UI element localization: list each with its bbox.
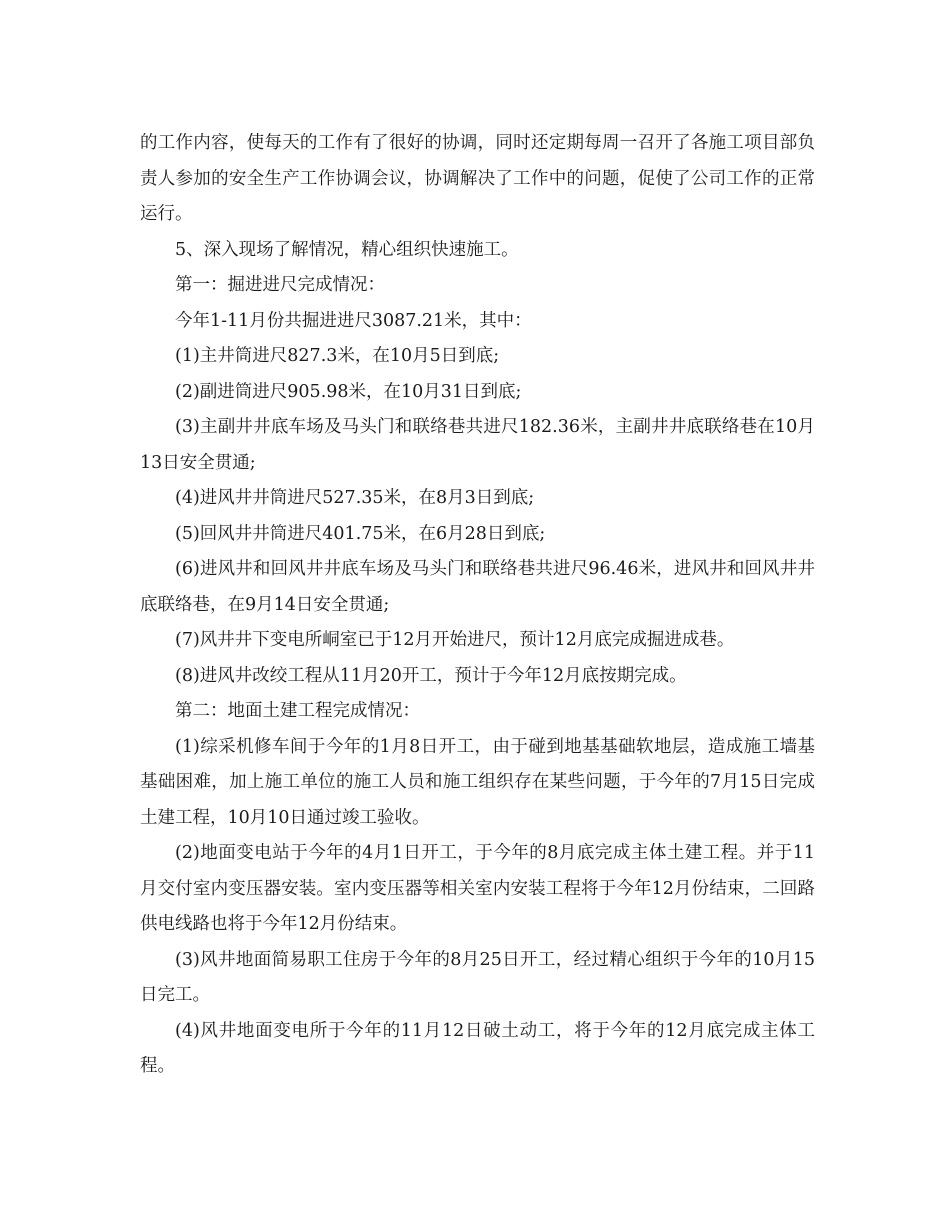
paragraph-6: (2)副进筒进尺905.98米，在10月31日到底; — [175, 381, 522, 402]
paragraph-11: (7)风井井下变电所峒室已于12月开始进尺，预计12月底完成掘进成巷。 — [175, 630, 735, 650]
paragraph-14: (1)综采机修车间于今年的1月8日开工，由于碰到地基基础软地层，造成施工墙基基础困难，加上施工单位的施工人员和施工组织存在某些问题，于今年的7月15日完成土建工程，10月10日通过竣工验收。 — [140, 736, 815, 828]
paragraph-1: 的工作内容，使每天的工作有了很好的协调，同时还定期每周一召开了各施工项目部负责人参加的安全生产工作协调会议，协调解决了工作中的问题，促使了公司工作的正常运行。 — [140, 133, 815, 224]
paragraph-5: (1)主井筒进尺827.3米，在10月5日到底; — [175, 346, 500, 366]
paragraph-9: (5)回风井井筒进尺401.75米，在6月28日到底; — [175, 523, 546, 544]
paragraph-8: (4)进风井井筒进尺527.35米，在8月3日到底; — [175, 488, 535, 508]
paragraph-15: (2)地面变电站于今年的4月1日开工，于今年的8月底完成主体土建工程。并于11月交付室内变压器安装。室内变压器等相关室内安装工程将于今年12月份结束，二回路供电线路也将于今年12月份结束。 — [140, 843, 815, 934]
paragraph-13: 第二：地面土建工程完成情况： — [175, 701, 420, 721]
document-body — [140, 126, 815, 1085]
paragraph-7: (3)主副井井底车场及马头门和联络巷共进尺182.36米，主副井井底联络巷在10月13日安全贯通; — [140, 417, 815, 473]
paragraph-16: (3)风井地面简易职工住房于今年的8月25日开工，经过精心组织于今年的10月15日完工。 — [140, 949, 815, 1005]
paragraph-17: (4)风井地面变电所于今年的11月12日破土动工，将于今年的12月底完成主体工程。 — [140, 1020, 815, 1076]
paragraph-2: 5、深入现场了解情况，精心组织快速施工。 — [175, 239, 519, 260]
paragraph-3: 第一：掘进进尺完成情况： — [175, 275, 385, 295]
paragraph-4: 今年1-11月份共掘进进尺3087.21米，其中： — [175, 310, 532, 331]
paragraph-12: (8)进风井改绞工程从11月20开工，预计于今年12月底按期完成。 — [175, 665, 687, 686]
paragraph-10: (6)进风井和回风井井底车场及马头门和联络巷共进尺96.46米，进风井和回风井井底联络巷，在9月14日安全贯通; — [140, 559, 815, 615]
